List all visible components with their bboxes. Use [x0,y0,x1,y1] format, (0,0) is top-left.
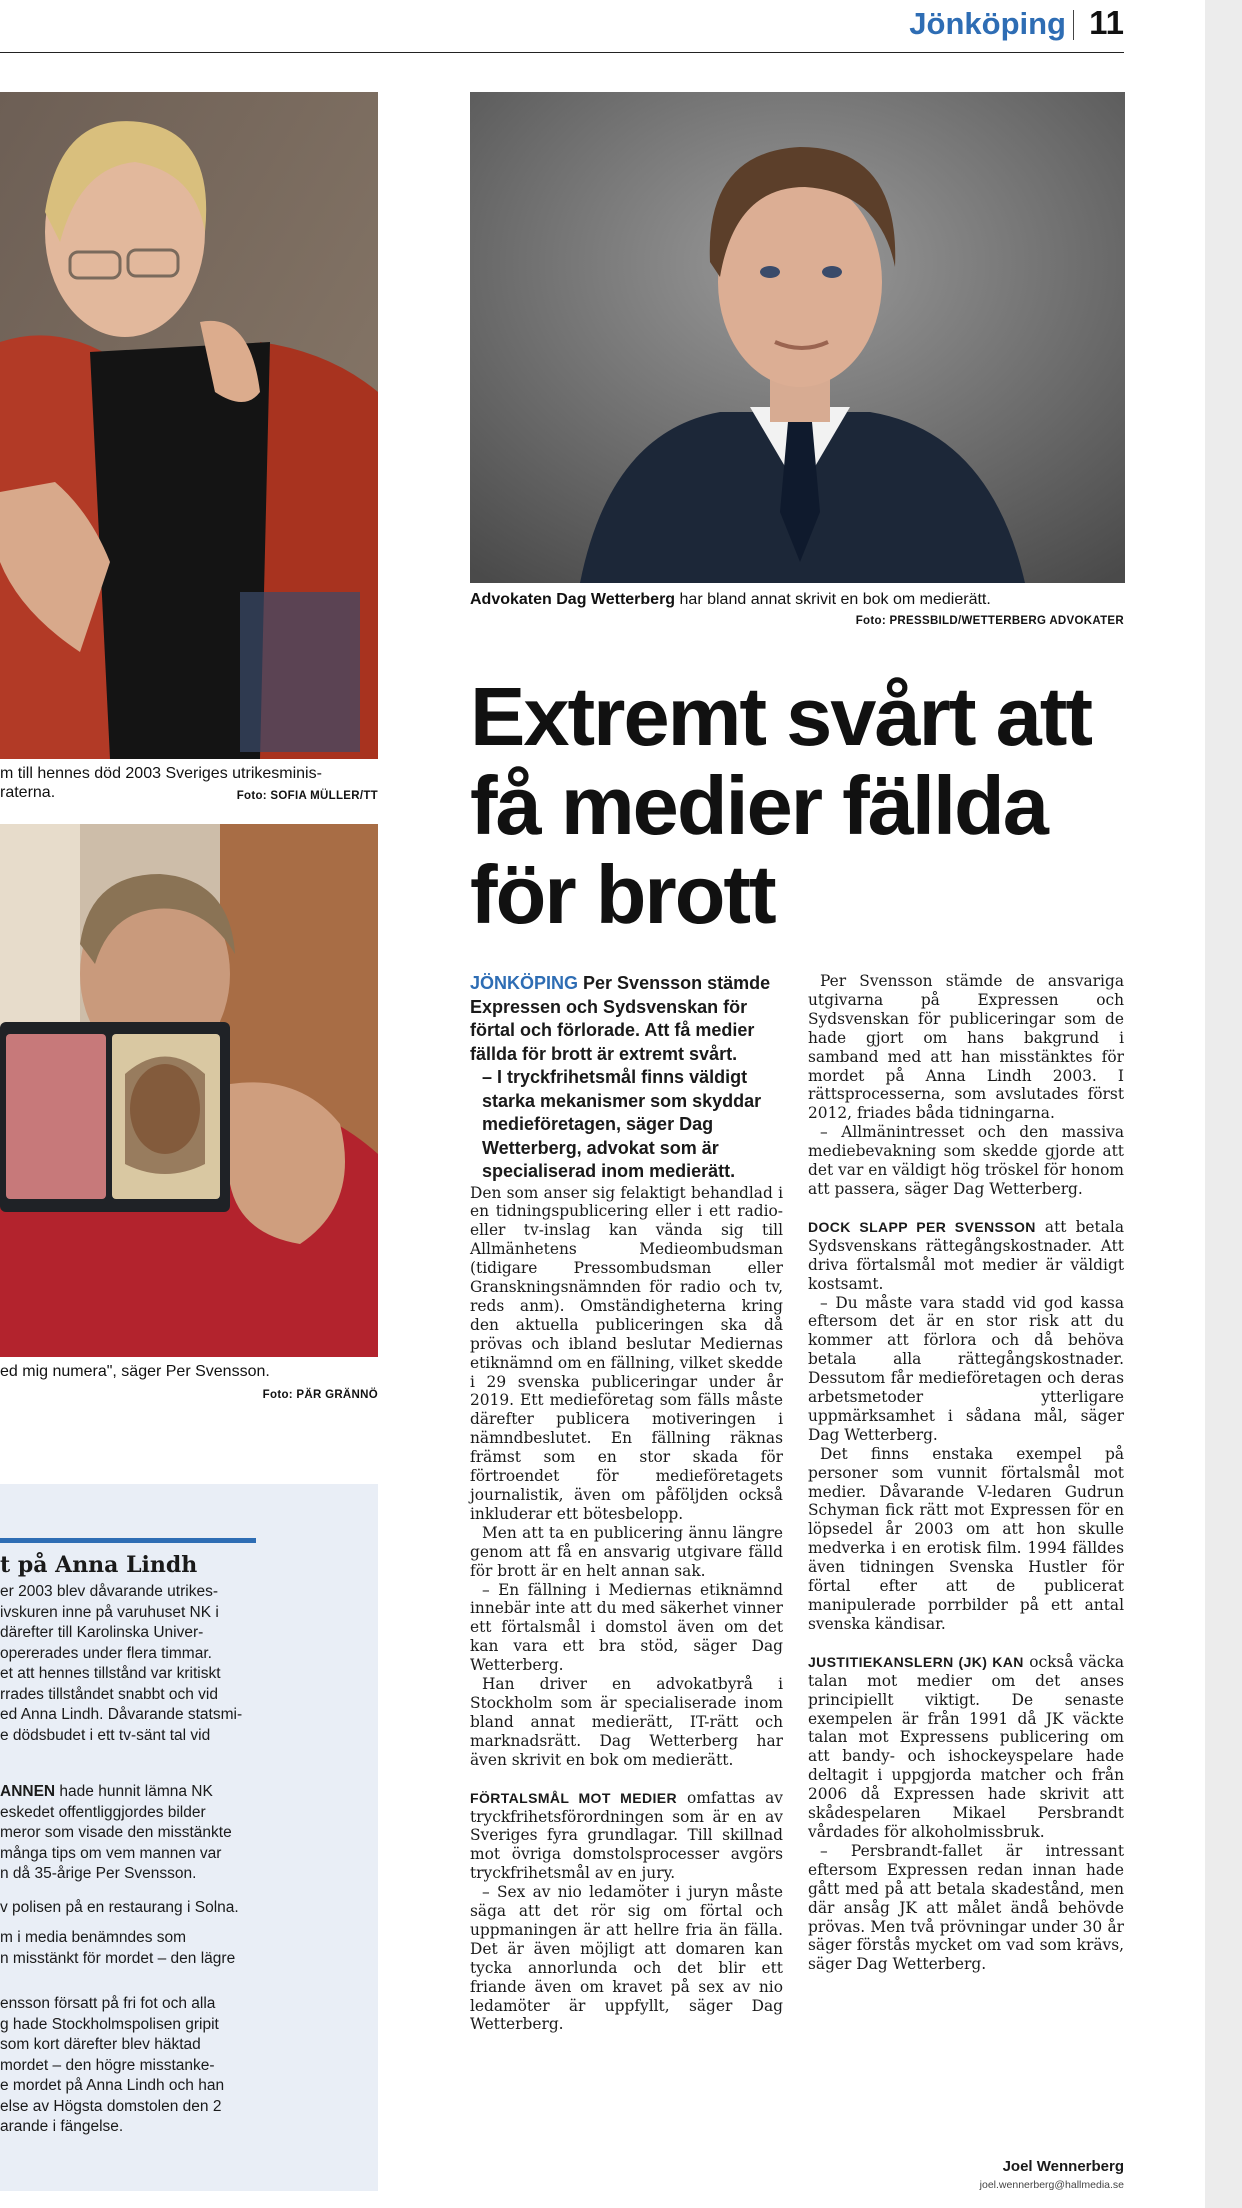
credit-per-svensson: Foto: PÄR GRÄNNÖ [262,1389,378,1401]
article-column-2 [808,972,1124,1974]
caption-anna-lindh: m till hennes död 2003 Sveriges utrikesminis- raterna. [0,765,322,801]
body-paragraph: Det finns enstaka exempel på personer som vunnit förtalsmål mot medier. Dåvarande V-ledaren Gudrun Schyman fick rätt mot Expressen för en löpsedel år 2003 om att hon skulle medverka i en erotisk film. 1994 fälldes även tidningen Svenska Hustler för förtal efter att de publicerat manipulerade porrbilder på ett antal svenska kändisar. [808,1444,1124,1633]
factbox-title: t på Anna Lindh [0,1552,198,1578]
runin-heading: JUSTITIEKANSLERN (JK) KAN [808,1653,1024,1670]
body-paragraph: DOCK SLAPP PER SVENSSON att betala Sydsvenskans rättegångskostnader. Att driva förtalsmål mot medier är väldigt kostsamt. [808,1217,1125,1293]
body-paragraph: FÖRTALSMÅL MOT MEDIER omfattas av tryckfrihetsförordningen som är en av Sveriges fyra grundlagar. Till skillnad mot övriga domstolsprocesser avgörs tryckfrihetsmål av en jury. [470,1788,783,1883]
per-svensson-illustration [0,824,378,1357]
headline: Extremt svårt att få medier fällda för brott [470,670,1092,941]
runin-heading: DOCK SLAPP PER SVENSSON [808,1218,1036,1235]
body-paragraph: Men att ta en publicering ännu längre genom att få en ansvarig utgivare fälld för brott är en helt annan sak. [470,1523,783,1580]
factbox-paragraph-5: ensson försatt på fri fot och alla g hade Stockholmspolisen gripit som kort därefter blev häktad mordet – den högre misstanke- e mordet på Anna Lindh och han else av Högsta domstolen den 2 arande i fängelse. [0,1995,225,2135]
caption-dag-wetterberg: Advokaten Dag Wetterberg har bland annat skrivit en bok om medierätt. [470,591,991,608]
lead-quote: – I tryckfrihetsmål finns väldigt starka mekanismer som skyddar medieföretagen, säger Dag Wetterberg, advokat som är specialiserad inom medierätt. [482,1067,762,1181]
factbox-paragraph-2: ANNEN hade hunnit lämna NK eskedet offentliggjordes bilder meror som visade den misstänkte många tips om vem mannen var n då 35-årige Per Svensson. [0,1783,232,1882]
page-header [0,0,1124,53]
dag-wetterberg-illustration [470,92,1125,583]
body-paragraph: – Persbrandt-fallet är intressant eftersom Expressen redan innan hade gått med på att betala skadestånd, men där ansåg JK att målet ändå behövde prövas. Men två prövningar under 30 år säger förstås mycket om vad som krävs, säger Dag Wetterberg. [808,1841,1124,1974]
body-paragraph: – Sex av nio ledamöter i juryn måste säga att det rör sig om förtal och uppmaningen är att hellre fria än fälla. Det är även möjligt att domaren kan tycka annorlunda och det blir ett friande även om kravet på sex av nio ledamöter är uppfyllt, säger Dag Wetterberg. [470,1883,783,2034]
body-paragraph: Han driver en advokatbyrå i Stockholm som är specialiserade inom bland annat medierätt, IT-rätt och marknadsrätt. Dag Wetterberg har även skrivit en bok om medierätt. [470,1675,783,1769]
runin-heading: FÖRTALSMÅL MOT MEDIER [470,1789,678,1806]
caption-per-svensson: ed mig numera", säger Per Svensson. [0,1363,270,1380]
factbox-rule [0,1538,256,1543]
factbox-paragraph-3: v polisen på en restaurang i Solna. [0,1899,239,1916]
body-paragraph: – Du måste vara stadd vid god kassa eftersom det är en stor risk att du kommer att förlora och då behöva betala alla rättegångskostnader. Dessutom får medieföretagen och deras arbetsmetoder ytterligare uppmärksamhet i sådana mål, säger Dag Wetterberg. [808,1293,1124,1444]
anna-lindh-illustration [0,92,378,759]
page-gutter [1205,0,1242,2208]
article-lead: JÖNKÖPING Per Svensson stämde Expressen och Sydsvenskan för förtal och förlorade. Att få medier fällda för brott är extremt svårt. [470,973,771,1064]
factbox-paragraph-4: m i media benämndes som n misstänkt för mordet – den lägre [0,1929,236,1967]
factbox [0,1484,378,2191]
body-paragraph: Per Svensson stämde de ansvariga utgivarna på Expressen och Sydsvenskan för publiceringar som de hade gjort om hans bakgrund i samband med att han misstänktes för mordet på Anna Lindh 2003. I rättsprocesserna, som avslutades först 2012, friades båda tidningarna. [808,972,1124,1123]
photo-anna-lindh [0,92,378,759]
photo-dag-wetterberg [470,92,1125,583]
factbox-paragraph-1: er 2003 blev dåvarande utrikes- ivskuren inne på varuhuset NK i därefter till Karolinska Univer- opererades under flera timmar. et att hennes tillstånd var kritiskt rrades tillståndet snabbt och vid ed Anna Lindh. Dåvarande statsmi- e dödsbudet i ett tv-sänt tal vid [0,1583,243,1744]
credit-dag-wetterberg: Foto: PRESSBILD/WETTERBERG ADVOKATER [855,615,1124,627]
dateline: JÖNKÖPING [470,973,579,993]
section-name: Jönköping [909,6,1066,41]
article-column-1 [470,972,783,2034]
page-number: 11 [1089,4,1124,41]
body-paragraph: – En fällning i Mediernas etiknämnd innebär inte att du med säkerhet vinner ett förtalsmål i domstol även om det kan vara ett bra stöd, säger Dag Wetterberg. [470,1580,783,1675]
photo-per-svensson [0,824,378,1357]
body-paragraph: – Allmänintresset och den massiva mediebevakning som skedde gjorde att det var en väldigt hög tröskel för honom att passera, säger Dag Wetterberg. [808,1123,1124,1198]
header-separator [1073,10,1075,40]
body-paragraph: Den som anser sig felaktigt behandlad i en tidningspublicering eller i ett radio- eller tv-inslag kan vända sig till Allmänhetens Medieombudsman (tidigare Pressombudsman eller Granskningsnämnden för radio och tv, reds anm). Omständigheterna kring den aktuella publiceringen ska då prövas och ibland beslutar Mediernas etiknämnd om en fällning, vilket skedde i 29 svenska publiceringar under år 2019. Ett medieföretag som fälls måste därefter publicera motiveringen i nämndbeslutet. En fällning räknas främst som en stor skada för förtroendet för medieföretagets journalistik, även om påföljden också inkluderar ett bötesbelopp. [470,1183,783,1523]
byline: Joel Wennerberg [1002,2158,1124,2175]
byline-email[interactable]: joel.wennerberg@hallmedia.se [979,2179,1124,2191]
credit-anna-lindh: Foto: SOFIA MÜLLER/TT [236,790,378,802]
body-paragraph: JUSTITIEKANSLERN (JK) KAN också väcka talan mot medier om det anses principiellt viktigt. De senaste exempelen är från 1991 då JK väckte talan mot Expressens publicering om att bandy- och ishockeyspelare hade deltagit i uppgjorda matcher och från 2006 då Expressen hade skrivit att skådespelaren Mikael Persbrandt vårdades för alkoholmissbruk. [808,1652,1124,1841]
